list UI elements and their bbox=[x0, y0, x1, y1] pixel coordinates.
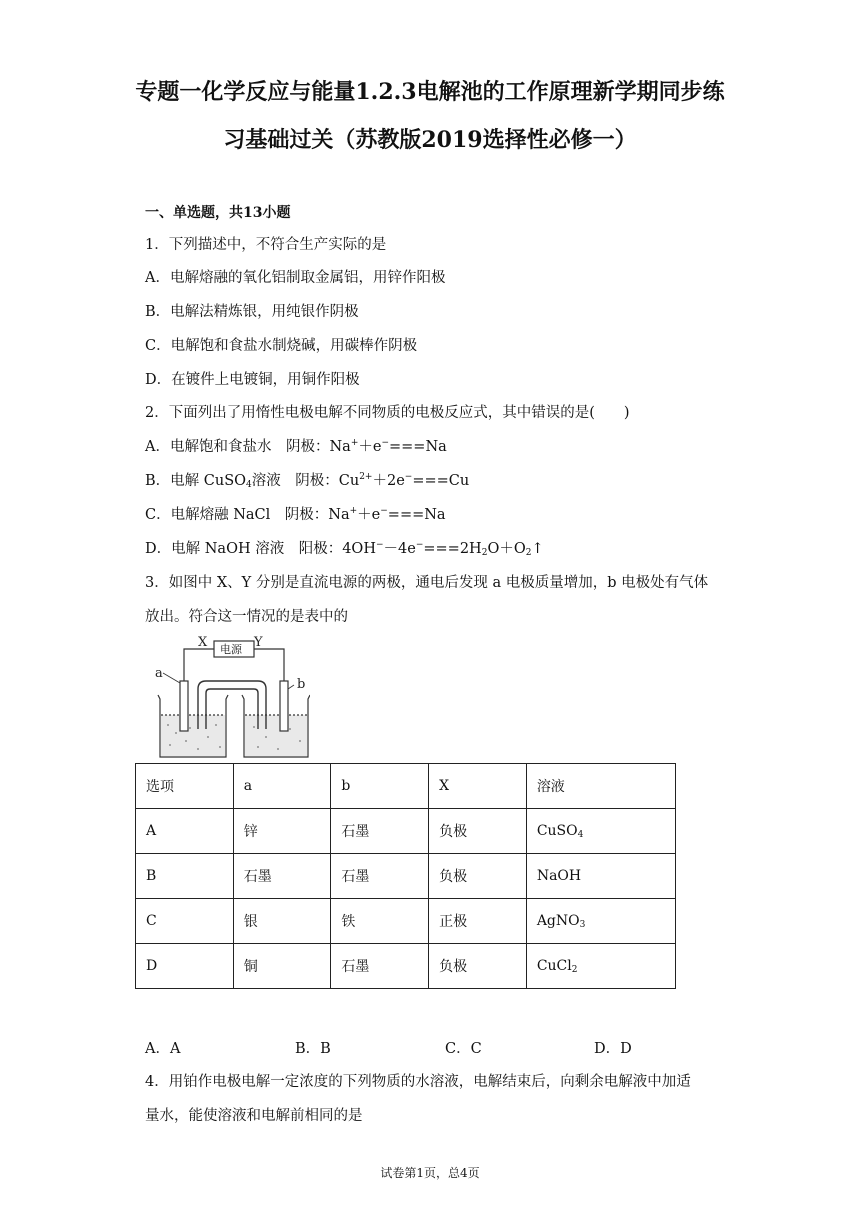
cell-a: 锌 bbox=[233, 809, 331, 854]
power-supply-label: 电源 bbox=[220, 643, 242, 656]
header-cell: X bbox=[429, 764, 527, 809]
header-cell: a bbox=[233, 764, 331, 809]
electrode-a bbox=[180, 681, 188, 731]
q1-option-c: C．电解饱和食盐水制烧碱，用碳棒作阴极 bbox=[145, 338, 418, 354]
q4-stem-line-2: 量水，能使溶液和电解前相同的是 bbox=[145, 1108, 363, 1124]
cell-x: 负极 bbox=[429, 944, 527, 989]
header-cell: 选项 bbox=[136, 764, 234, 809]
table-row bbox=[136, 944, 676, 989]
cell-a: 石墨 bbox=[233, 854, 331, 899]
table-row bbox=[136, 899, 676, 944]
cell-x: 正极 bbox=[429, 899, 527, 944]
q1-option-b: B．电解法精炼银，用纯银作阴极 bbox=[145, 304, 359, 320]
q1-option-d: D．在镀件上电镀铜，用铜作阳极 bbox=[145, 372, 360, 388]
wire-y bbox=[254, 649, 284, 681]
q3-stem-line-2: 放出。符合这一情况的是表中的 bbox=[145, 609, 348, 625]
table-header-row bbox=[136, 764, 676, 809]
q3-answer-d: D．D bbox=[594, 1041, 632, 1057]
cell-b: 铁 bbox=[331, 899, 429, 944]
header-cell: 溶液 bbox=[526, 764, 675, 809]
page-footer: 试卷第1页，总4页 bbox=[380, 1166, 480, 1180]
q2-stem: 2．下面列出了用惰性电极电解不同物质的电极反应式，其中错误的是( ) bbox=[145, 405, 630, 421]
q4-stem-line-1: 4．用铂作电极电解一定浓度的下列物质的水溶液，电解结束后，向剩余电解液中加适 bbox=[145, 1074, 691, 1090]
table-row bbox=[136, 854, 676, 899]
cell-x: 负极 bbox=[429, 854, 527, 899]
cell-x: 负极 bbox=[429, 809, 527, 854]
cell-option: D bbox=[136, 944, 234, 989]
cell-a: 银 bbox=[233, 899, 331, 944]
title-line-1: 专题一化学反应与能量1.2.3电解池的工作原理新学期同步练 bbox=[135, 79, 725, 105]
cell-solution: CuCl$_2$ bbox=[526, 944, 675, 989]
q1-stem: 1．下列描述中，不符合生产实际的是 bbox=[145, 237, 387, 253]
electrolysis-diagram bbox=[150, 633, 310, 761]
document-title bbox=[60, 68, 800, 164]
cell-b: 石墨 bbox=[331, 809, 429, 854]
q3-answer-c: C．C bbox=[445, 1041, 482, 1057]
cell-solution: CuSO$_4$ bbox=[526, 809, 675, 854]
wire-x bbox=[184, 649, 214, 681]
q3-stem-line-1: 3．如图中 X、Y 分别是直流电源的两极，通电后发现 a 电极质量增加，b 电极处有气体 bbox=[145, 575, 709, 591]
x-pole-label: X bbox=[198, 635, 208, 650]
cell-b: 石墨 bbox=[331, 944, 429, 989]
q2-option-d: D．电解 NaOH 溶液 阳极：$4OH^--4e^-===2H_2O+O_2↑$ bbox=[145, 540, 544, 558]
q2-option-c: C．电解熔融 NaCl 阴极：Na+＋e−===Na bbox=[145, 506, 446, 523]
cell-b: 石墨 bbox=[331, 854, 429, 899]
table-row bbox=[136, 809, 676, 854]
cell-a: 铜 bbox=[233, 944, 331, 989]
q3-answer-a: A．A bbox=[145, 1041, 181, 1057]
cell-option: C bbox=[136, 899, 234, 944]
cell-solution: AgNO$_3$ bbox=[526, 899, 675, 944]
section-header: 一、单选题，共13小题 bbox=[145, 205, 291, 221]
q2-option-a: A．电解饱和食盐水 阴极：Na+＋e−===Na bbox=[145, 438, 447, 455]
electrode-b bbox=[280, 681, 288, 731]
cell-solution: NaOH bbox=[526, 854, 675, 899]
cell-option: B bbox=[136, 854, 234, 899]
options-table bbox=[135, 763, 676, 989]
electrode-a-label: a bbox=[155, 666, 163, 681]
q1-option-a: A．电解熔融的氧化铝制取金属铝，用锌作阳极 bbox=[145, 270, 446, 286]
q2-option-b: B．电解 CuSO$_4$溶液 阴极：$Cu^{2+}+2e^-===Cu$ bbox=[145, 472, 470, 490]
q3-answer-b: B．B bbox=[295, 1041, 331, 1057]
title-line-2: 习基础过关（苏教版2019选择性必修一） bbox=[223, 127, 637, 153]
y-pole-label: Y bbox=[254, 635, 263, 650]
electrode-b-label: b bbox=[297, 677, 306, 692]
header-cell: b bbox=[331, 764, 429, 809]
cell-option: A bbox=[136, 809, 234, 854]
